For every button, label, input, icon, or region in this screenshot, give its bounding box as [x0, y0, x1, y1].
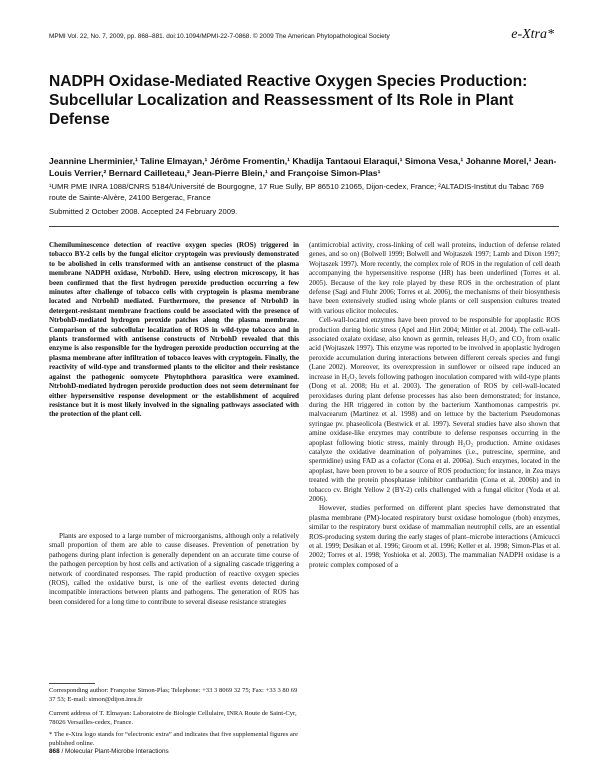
body-paragraph: Cell-wall-located enzymes have been proved to be responsible for apoplastic ROS production during biotic stress (Apel and Hirt 2004; Mittler et al. 2004). The cell-wall-associated oxalate oxidase, also known as germin, releases H₂O₂ and CO₂ from oxalic acid (Wojtaszek 1997). This enzyme was reported to be involved in apoplastic hydrogen peroxide accumulation during interactions between different cereals species and fungi (Lane 2002). Moreover, its overexpression in sunflower or oilseed rape induced an increase in H₂O₂ levels following pathogen inoculation compared with wild-type plants (Dong et al. 2008; Hu et al. 2003). The generation of ROS by cell-wall-located peroxidases during plant defense processes has also been demonstrated; for instance, during the HR triggered in cotton by the bacterium Xanthomonas campestris pv. malvacearum (Martinez et al. 1998) and on lettuce by the bacterium Pseudomonas syringae pv. phaseolicola (Bestwick et al. 1997). Several studies have also shown that amine oxidase-like enzymes may contribute to defense responses occurring in the apoplast following biotic stress, mainly through H₂O₂ production. Amine oxidases catalyze the oxidative deamination of polyamines (i.e., putrescine, spermine, and spermidine) using FAD as a cofactor (Cona et al. 2006a). Such enzymes, located in the apoplast, have been proven to be a source of ROS production; for instance, in Zea mays treated with the protein phosphatase inhibitor cantharidin (Cona et al. 2006b) and in tobacco cv. Bright Yellow 2 (BY-2) cells challenged with a fungal elicitor (Yoda et al. 2006). — [309, 316, 560, 503]
correspondence-note: Corresponding author: Françoise Simon-Plas; Telephone: +33 3 8069 32 75; Fax: +33 3 80 69 37 53; E-mail: simon@dijon.inra.fr — [49, 687, 298, 703]
e-xtra-note: * The e-Xtra logo stands for “electronic extra” and indicates that five supplemental figures are published online. — [49, 731, 298, 747]
journal-name: / Molecular Plant-Microbe Interactions — [61, 748, 169, 755]
running-head: MPMI Vol. 22, No. 7, 2009, pp. 868–881. doi:10.1094/MPMI-22-7-0868. © 2009 The American Phytopathological Society — [49, 33, 390, 40]
current-address-note: Current address of T. Elmayan: Laboratoire de Biologie Cellulaire, INRA Route de Saint-Cyr, 78026 Versailles-cedex, France. — [49, 710, 297, 726]
right-column — [309, 241, 560, 570]
body-paragraph: (antimicrobial activity, cross-linking of cell wall proteins, induction of defense related genes, and so on) (Bolwell 1999; Bolwell and Wojtaszek 1997; Lamb and Dixon 1997; Wojtaszek 1997). More recently, the complex role of ROS in the regulation of cell death accompanying the hypersensitive response (HR) has been underlined (Torres et al. 2005). Because of the key role played by these ROS in the orchestration of plant defense (Sagi and Fluhr 2006; Torres et al. 2006), the mechanisms of their biosynthesis have been extensively studied using whole plants or cell suspension cultures treated with various elicitor molecules. — [309, 241, 560, 315]
introduction-left: Plants are exposed to a large number of microorganisms, although only a relatively small proportion of them are able to cause diseases. Prevention of penetration by pathogens during plant infection is generally dependent on an accurate time course of the pathogen perception by host cells and activation of a signaling cascade triggering a network of coordinated responses. The rapid production of reactive oxygen species (ROS), called the oxidative burst, is one of the earliest events detected during incompatible interactions between plants and pathogens. The generation of ROS has been considered for a long time to contribute to several disease resistance strategies — [49, 532, 299, 606]
e-xtra-logo[interactable]: e-Xtra* — [511, 27, 554, 42]
submission-dates: Submitted 2 October 2008. Accepted 24 February 2009. — [49, 207, 238, 216]
affiliations: ¹UMR PME INRA 1088/CNRS 5184/Université de Bourgogne, 17 Rue Sully, BP 86510 21065, Dijon-cedex, France; ²ALTADIS-Institut du Tabac 769 route de Sainte-Alvère, 24100 Bergerac, France — [49, 182, 544, 202]
footnote-divider — [49, 683, 95, 684]
body-paragraph: However, studies performed on different plant species have demonstrated that plasma membrane (PM)-located respiratory burst oxidase homologue (rboh) enzymes, similar to the respiratory burst oxidase of mammalian neutrophil cells, are an essential ROS-producing system during the early stages of plant–microbe interactions (Amicucci et al. 1999; Desikan et al. 1996; Groom et al. 1996; Keller et al. 1998; Simon-Plas et al. 2002; Torres et al. 1998; Yoshioka et al. 2003). The mammalian NADPH oxidase is a proteic complex composed of a — [309, 504, 560, 569]
abstract: Chemiluminescence detection of reactive oxygen species (ROS) triggered in tobacco BY-2 cells by the fungal elicitor cryptogein was previously demonstrated to be abolished in cells transformed with an antisense construct of the plasma membrane NADPH oxidase, NtrbohD. Here, using electron microscopy, it has been confirmed that the first hydrogen peroxide production occurring a few minutes after challenge of tobacco cells with cryptogein is plasma membrane located and NtrbohD mediated. Furthermore, the presence of NtrbohD in detergent-resistant membrane fractions could be associated with the presence of NtrbohD-mediated hydrogen peroxide patches along the plasma membrane. Comparison of the subcellular localization of ROS in wild-type tobacco and in plants transformed with antisense constructs of NtrbohD revealed that this enzyme is also responsible for the hydrogen peroxide production occurring at the plasma membrane after infiltration of tobacco leaves with cryptogein. Finally, the reactivity of wild-type and transformed plants to the elicitor and their resistance against the pathogenic oomycete Phytophthora parasitica were examined. NtrbohD-mediated hydrogen peroxide production does not seem determinant for either hypersensitive response development or the establishment of acquired resistance but it is most likely involved in the signaling pathways associated with the protection of the plant cell. — [49, 241, 299, 419]
page-footer — [49, 748, 169, 755]
page-number: 868 — [49, 748, 60, 755]
divider-top — [49, 226, 559, 227]
article-title: NADPH Oxidase-Mediated Reactive Oxygen Species Production: Subcellular Localization and Reassessment of Its Role in Plant Defense — [49, 73, 528, 128]
author-list: Jeannine Lherminier,¹ Taline Elmayan,¹ Jérôme Fromentin,¹ Khadija Tantaoui Elaraqui,¹ Simona Vesa,¹ Johanne Morel,¹ Jean-Louis Verrier,² Bernard Cailleteau,² Jean-Pierre Blein,¹ and Françoise Simon-Plas¹ — [49, 156, 557, 178]
